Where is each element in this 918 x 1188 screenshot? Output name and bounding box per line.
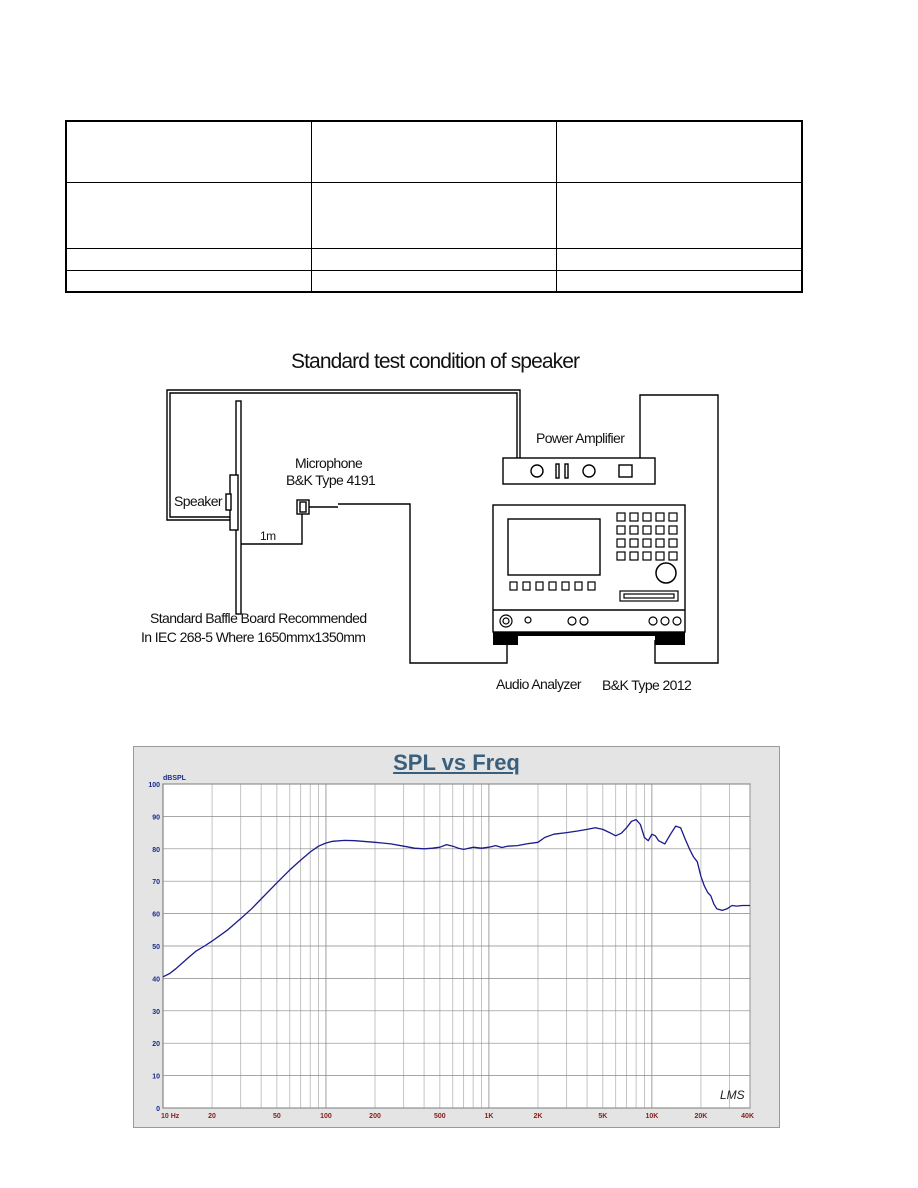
table-row — [66, 121, 802, 182]
x-tick-label: 10K — [645, 1113, 659, 1120]
table-row — [66, 270, 802, 292]
x-tick-label: 100 — [320, 1113, 332, 1120]
y-tick-label: 90 — [152, 814, 160, 822]
table-cell — [556, 270, 802, 292]
table-cell — [311, 182, 556, 248]
y-tick-label: 70 — [152, 879, 160, 887]
table-cell — [556, 182, 802, 248]
x-tick-labels — [161, 1113, 754, 1120]
table-cell — [556, 248, 802, 270]
x-tick-label: 200 — [369, 1113, 381, 1120]
x-tick-label: 10 Hz — [161, 1113, 180, 1120]
baffle-label-line1: Standard Baffle Board Recommended — [150, 610, 367, 626]
x-tick-label: 40K — [741, 1113, 754, 1120]
baffle-label-line2: In IEC 268-5 Where 1650mmx1350mm — [141, 629, 366, 645]
test-setup-diagram — [0, 380, 918, 700]
y-tick-labels — [148, 782, 160, 1113]
y-tick-label: 10 — [152, 1073, 160, 1081]
y-axis-label: dBSPL — [163, 775, 186, 782]
power-amplifier-label: Power Amplifier — [536, 430, 625, 446]
table-cell — [556, 121, 802, 182]
microphone-type-label: B&K Type 4191 — [286, 472, 376, 488]
analyzer-type-label: B&K Type 2012 — [602, 677, 692, 693]
speaker-label: Speaker — [174, 493, 222, 509]
x-tick-label: 20K — [694, 1113, 708, 1120]
x-tick-label: 20 — [208, 1113, 216, 1120]
chart-title: SPL vs Freq — [393, 750, 520, 775]
table-cell — [66, 182, 311, 248]
table-cell — [311, 121, 556, 182]
table-cell — [66, 270, 311, 292]
table-cell — [311, 248, 556, 270]
x-tick-label: 500 — [434, 1113, 446, 1120]
lms-logo: LMS — [720, 1088, 745, 1102]
analyzer-screen — [508, 519, 600, 575]
audio-analyzer-label: Audio Analyzer — [496, 676, 581, 692]
x-tick-label: 2K — [533, 1113, 543, 1120]
table-cell — [311, 270, 556, 292]
y-tick-label: 40 — [152, 976, 160, 984]
y-tick-label: 80 — [152, 846, 160, 854]
x-tick-label: 5K — [598, 1113, 608, 1120]
x-tick-label: 1K — [484, 1113, 494, 1120]
y-tick-label: 30 — [152, 1008, 160, 1016]
table-row — [66, 182, 802, 248]
distance-label: 1m — [260, 529, 276, 543]
diagram-title: Standard test condition of speaker — [291, 350, 580, 373]
y-tick-label: 20 — [152, 1041, 160, 1049]
table-cell — [66, 248, 311, 270]
y-tick-label: 50 — [152, 944, 160, 951]
microphone-label: Microphone — [295, 455, 363, 471]
y-tick-label: 0 — [156, 1106, 160, 1113]
y-tick-label: 60 — [152, 911, 160, 919]
table-cell — [66, 121, 311, 182]
table-row — [66, 248, 802, 270]
spl-chart — [133, 746, 780, 1128]
x-tick-label: 50 — [273, 1113, 281, 1120]
y-tick-label: 100 — [148, 782, 160, 789]
spec-table — [65, 120, 803, 293]
